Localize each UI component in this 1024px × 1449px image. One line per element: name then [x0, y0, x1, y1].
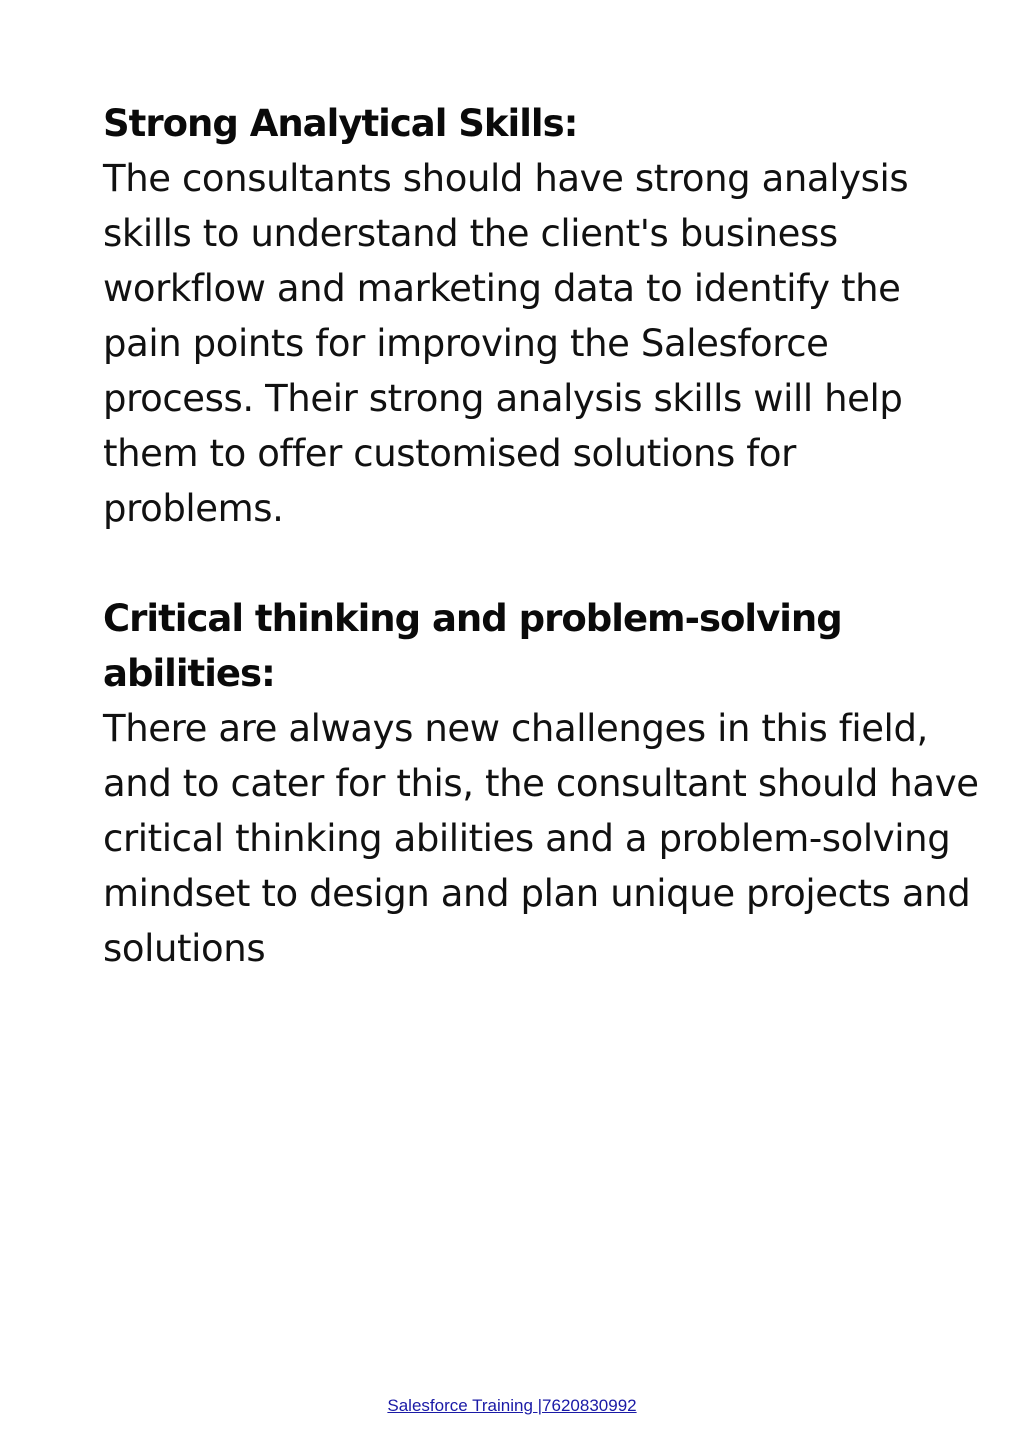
- document-page: [103, 96, 983, 976]
- section-critical-thinking: [103, 591, 983, 976]
- section-heading: Strong Analytical Skills:: [103, 102, 578, 145]
- footer-link[interactable]: Salesforce Training |7620830992: [387, 1396, 637, 1415]
- section-analytical-skills: [103, 96, 983, 536]
- page-footer: [0, 1396, 1024, 1416]
- section-body: The consultants should have strong analysis skills to understand the client's business workflow and marketing data to identify the pain points for improving the Salesforce process. Their strong analysis skills will help them to offer customised solutions for problems.: [103, 157, 909, 530]
- section-body: There are always new challenges in this field, and to cater for this, the consultant should have critical thinking abilities and a problem-solving mindset to design and plan unique projects and solutions: [103, 707, 979, 970]
- section-heading: Critical thinking and problem-solving abilities:: [103, 597, 842, 695]
